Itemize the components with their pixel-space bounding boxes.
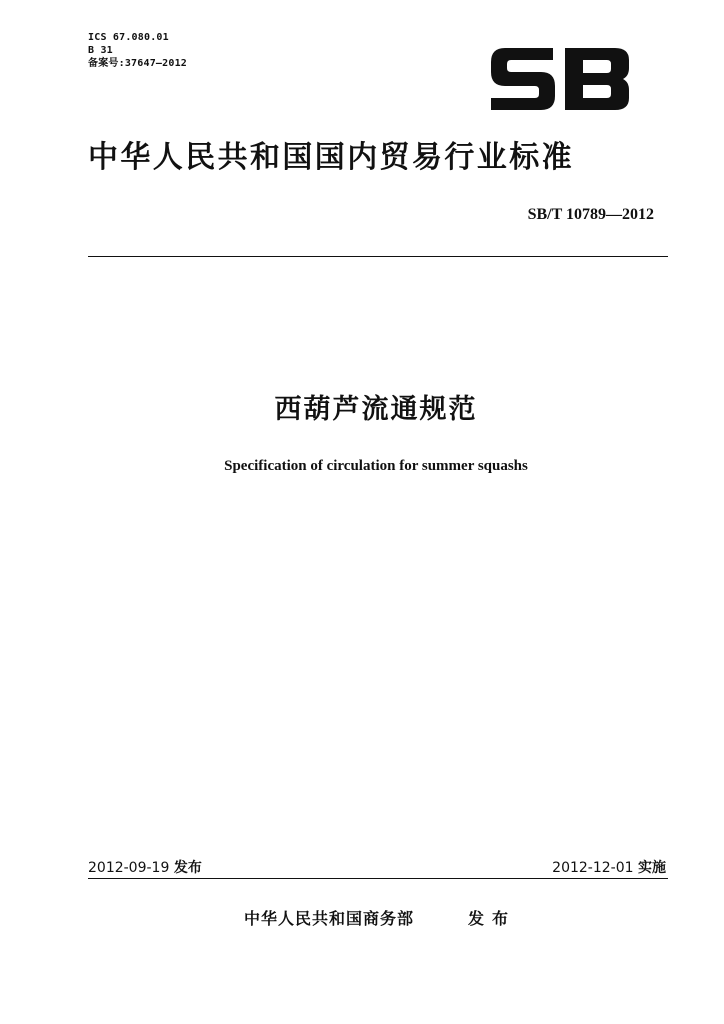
sb-logo-letter-s bbox=[491, 48, 555, 110]
standard-number: SB/T 10789—2012 bbox=[527, 206, 654, 223]
document-title-english: Specification of circulation for summer squashs bbox=[224, 458, 528, 474]
header-divider bbox=[88, 256, 668, 257]
industry-standard-title: 中华人民共和国国内贸易行业标准 bbox=[88, 140, 574, 175]
issue-label: 发布 bbox=[468, 909, 517, 928]
implement-label: 实施 bbox=[638, 860, 666, 876]
ccs-code: B 31 bbox=[88, 45, 113, 56]
ics-code: ICS 67.080.01 bbox=[88, 32, 169, 43]
issuing-authority: 中华人民共和国商务部 bbox=[244, 909, 415, 928]
implement-date-line bbox=[552, 857, 666, 877]
implement-date: 2012-12-01 bbox=[552, 860, 634, 876]
publish-date-line bbox=[88, 857, 202, 877]
document-title-chinese: 西葫芦流通规范 bbox=[274, 394, 478, 425]
document-metadata bbox=[88, 31, 187, 70]
footer-divider bbox=[88, 878, 668, 879]
sb-logo bbox=[489, 44, 631, 114]
sb-logo-letter-b bbox=[565, 48, 629, 110]
publish-label: 发布 bbox=[173, 860, 202, 876]
filing-number: 备案号:37647—2012 bbox=[88, 58, 188, 69]
publish-date: 2012-09-19 bbox=[88, 860, 170, 876]
